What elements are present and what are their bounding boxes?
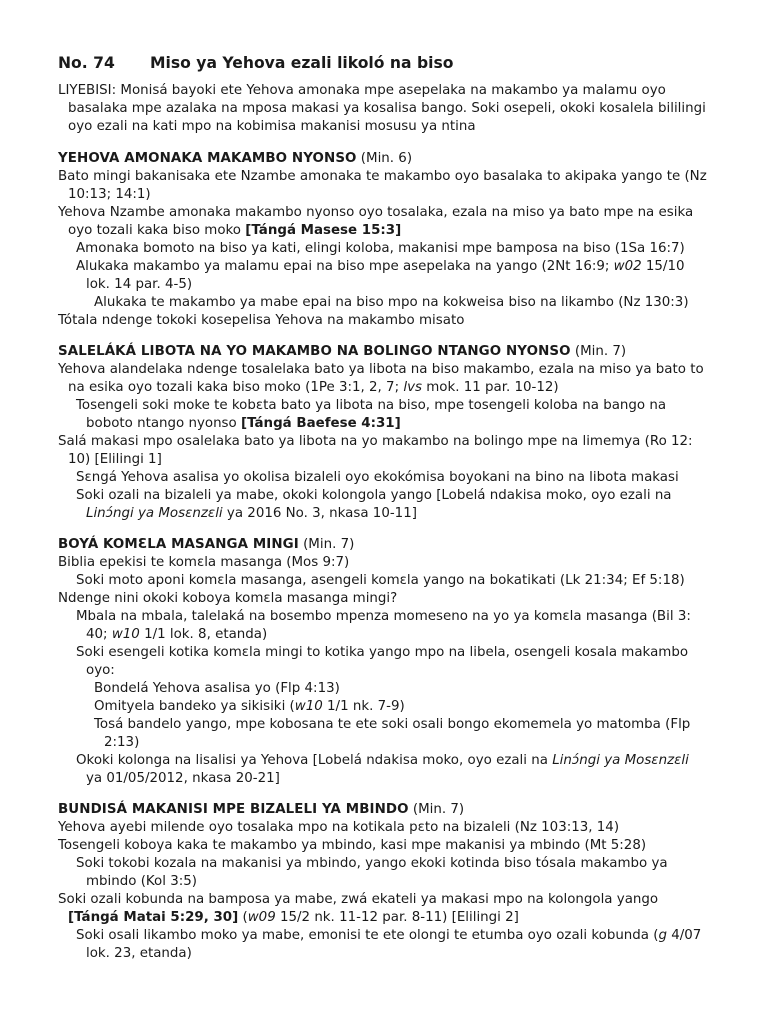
outline-point — [76, 469, 708, 487]
point-text: Yehova alandelaka ndenge tosalelaka bato ya libota na biso makambo, ezala na miso ya bato to na esika oyo tozali kaka biso moko (1Pe 3:1, 2, 7; — [58, 362, 704, 395]
point-text: Yehova ayebi milende oyo tosalaka mpo na kotikala pɛto na bizaleli (Nz 103:13, 14) — [58, 820, 620, 835]
outline-point — [58, 891, 708, 927]
section-heading-text: BOYÁ KOMƐLA MASANGA MINGI — [58, 537, 299, 552]
outline-section — [58, 801, 708, 963]
outline-point — [76, 240, 708, 258]
outline-point — [94, 698, 708, 716]
point-text: Okoki kolonga na lisalisi ya Yehova [Lobelá ndakisa moko, oyo ezali na — [76, 753, 553, 768]
outline-point — [58, 554, 708, 572]
point-text: ( — [238, 910, 248, 925]
point-text: Alukaka makambo ya malamu epai na biso mpe asepelaka na yango (2Nt 16:9; — [76, 259, 614, 274]
outline-section — [58, 150, 708, 330]
outline-point — [58, 204, 708, 240]
outline-point — [76, 608, 708, 644]
point-text: Soki ozali kobunda na bamposa ya mabe, zwá ekateli ya makasi mpo na kolongola yango — [58, 892, 659, 907]
publication-reference: w09 — [247, 910, 276, 925]
point-text: ya 2016 No. 3, nkasa 10-11] — [222, 506, 417, 521]
point-text: Tosengeli soki moke te kobɛta bato ya libota na biso, mpe tosengeli koloba na bango na boboto ntango nyonso — [76, 398, 667, 431]
point-text: Alukaka te makambo ya mabe epai na biso mpo na kokweisa biso na likambo (Nz 130:3) — [94, 295, 689, 310]
scripture-reading: [Tángá Masese 15:3] — [245, 223, 402, 238]
point-text: mok. 11 par. 10-12) — [421, 380, 559, 395]
section-time: (Min. 7) — [408, 802, 465, 817]
point-text: Omityela bandeko ya sikisiki ( — [94, 699, 295, 714]
point-text: 15/2 nk. 11-12 par. 8-11) [Elilingi 2] — [275, 910, 519, 925]
section-time: (Min. 6) — [356, 151, 413, 166]
point-text: Tosá bandelo yango, mpe kobosana te ete soki osali bongo ekomemela yo matomba (Flp 2:13) — [94, 717, 691, 750]
outline-point — [58, 361, 708, 397]
point-text: Biblia epekisi te komɛla masanga (Mos 9:7) — [58, 555, 350, 570]
outline-point — [58, 837, 708, 855]
point-text: 1/1 lok. 8, etanda) — [139, 627, 268, 642]
outline-point — [76, 572, 708, 590]
point-text: 15/10 lok. 14 par. 4-5) — [86, 259, 685, 292]
outline-point — [58, 168, 708, 204]
outline-point — [76, 927, 708, 963]
outline-section — [58, 536, 708, 788]
intro-note: LIYEBISI: Monisá bayoki ete Yehova amonaka mpe asepelaka na makambo ya malamu oyo basalaka mpe azalaka na mposa makasi ya kosalisa bango. Soki osepeli, okoki kosalela bililingi oyo ezali na kati mpo na kobimisa makanisi mosusu ya ntina — [58, 83, 706, 134]
point-text: Soki tokobi kozala na makanisi ya mbindo, yango ekoki kotinda biso tósala makambo ya mbindo (Kol 3:5) — [76, 856, 668, 889]
point-text: Bato mingi bakanisaka ete Nzambe amonaka te makambo oyo basalaka to akipaka yango te (Nz 10:13; 14:1) — [58, 169, 707, 202]
publication-reference: g — [658, 928, 667, 943]
point-text: Bondelá Yehova asalisa yo (Flp 4:13) — [94, 681, 340, 696]
point-text: Tosengeli koboya kaka te makambo ya mbindo, kasi mpe makanisi ya mbindo (Mt 5:28) — [58, 838, 647, 853]
section-heading — [58, 343, 708, 361]
point-text: Salá makasi mpo osalelaka bato ya libota na yo makambo na bolingo mpe na limemya (Ro 12: 10) [Elilingi 1] — [58, 434, 693, 467]
section-heading-text: YEHOVA AMONAKA MAKAMBO NYONSO — [58, 151, 357, 166]
outline-point — [76, 644, 708, 680]
outline-body — [58, 150, 708, 963]
page-title — [58, 54, 708, 72]
point-text: Soki moto aponi komɛla masanga, asengeli komɛla yango na bokatikati (Lk 21:34; Ef 5:18) — [76, 573, 685, 588]
point-text: 1/1 nk. 7-9) — [322, 699, 405, 714]
outline-title: Miso ya Yehova ezali likoló na biso — [150, 54, 454, 72]
point-text: Mbala na mbala, talelaká na bosembo mpenza momeseno na yo ya komɛla masanga (Bil 3: 40; — [76, 609, 691, 642]
point-text: Tótala ndenge tokoki kosepelisa Yehova na makambo misato — [58, 313, 465, 328]
outline-point — [76, 855, 708, 891]
scripture-reading: [Tángá Baefese 4:31] — [240, 416, 401, 431]
scripture-reading: [Tángá Matai 5:29, 30] — [68, 910, 239, 925]
outline-point — [58, 433, 708, 469]
outline-point — [94, 716, 708, 752]
publication-reference: Linɔ́ngi ya Mosɛnzɛli — [86, 506, 223, 521]
outline-point — [58, 590, 708, 608]
outline-point — [94, 680, 708, 698]
point-text: Amonaka bomoto na biso ya kati, elingi koloba, makanisi mpe bamposa na biso (1Sa 16:7) — [76, 241, 685, 256]
outline-point — [58, 312, 708, 330]
outline-point — [76, 397, 708, 433]
outline-point — [76, 487, 708, 523]
publication-reference: Linɔ́ngi ya Mosɛnzɛli — [552, 753, 689, 768]
point-text: Soki ozali na bizaleli ya mabe, okoki kolongola yango [Lobelá ndakisa moko, oyo ezali na — [76, 488, 672, 503]
outline-point — [94, 294, 708, 312]
section-time: (Min. 7) — [570, 344, 627, 359]
point-text: Soki esengeli kotika komɛla mingi to kotika yango mpo na libela, osengeli kosala makambo oyo: — [76, 645, 689, 678]
publication-reference: w10 — [111, 627, 140, 642]
point-text: Ndenge nini okoki koboya komɛla masanga mingi? — [58, 591, 398, 606]
section-heading-text: SALELÁKÁ LIBOTA NA YO MAKAMBO NA BOLINGO NTANGO NYONSO — [58, 344, 571, 359]
outline-point — [76, 752, 708, 788]
outline-section — [58, 343, 708, 523]
section-time: (Min. 7) — [298, 537, 355, 552]
outline-point — [76, 258, 708, 294]
point-text: Sɛngá Yehova asalisa yo okolisa bizaleli oyo ekokómisa boyokani na bino na libota makasi — [76, 470, 679, 485]
publication-reference: w10 — [294, 699, 323, 714]
section-heading — [58, 150, 708, 168]
point-text: Soki osali likambo moko ya mabe, emonisi te ete olongi te etumba oyo ozali kobunda ( — [76, 928, 659, 943]
publication-reference: lvs — [403, 380, 422, 395]
outline-point — [58, 819, 708, 837]
section-heading-text: BUNDISÁ MAKANISI MPE BIZALELI YA MBINDO — [58, 802, 409, 817]
section-heading — [58, 801, 708, 819]
point-text: Yehova Nzambe amonaka makambo nyonso oyo tosalaka, ezala na miso ya bato mpe na esika oyo tozali kaka biso moko — [58, 205, 694, 238]
section-heading — [58, 536, 708, 554]
publication-reference: w02 — [613, 259, 642, 274]
point-text: 4/07 lok. 23, etanda) — [86, 928, 702, 961]
outline-number: No. 74 — [58, 54, 115, 72]
point-text: ya 01/05/2012, nkasa 20-21] — [86, 771, 280, 786]
